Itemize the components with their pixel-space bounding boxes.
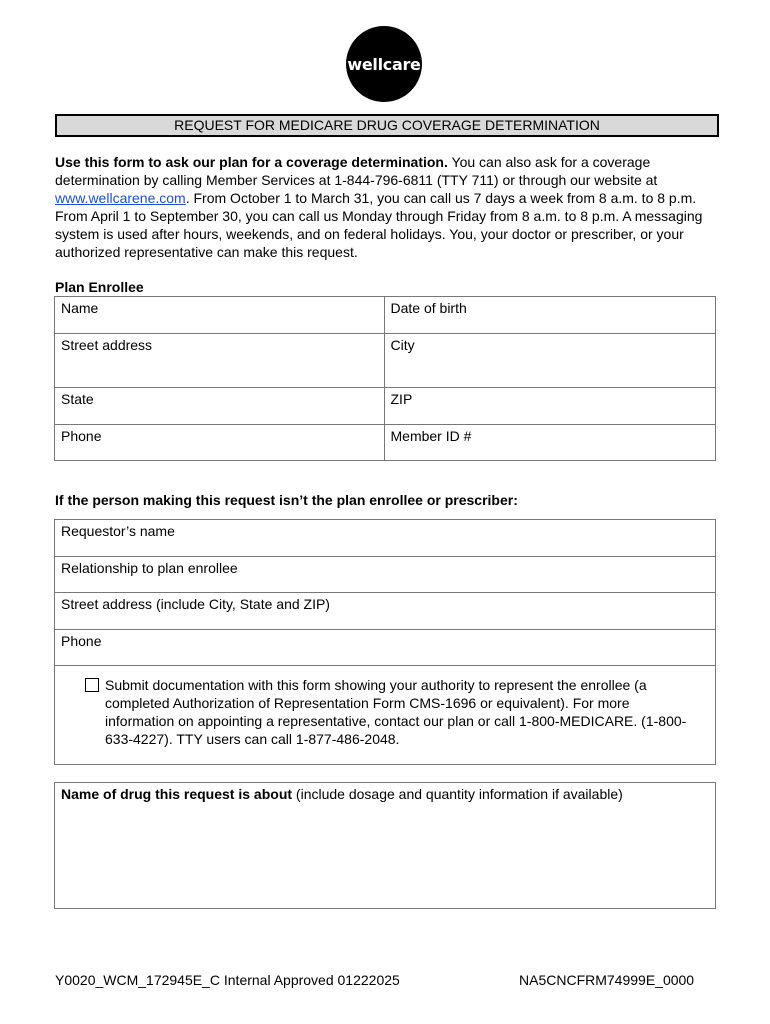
enrollee-phone-field[interactable]: Phone [55, 425, 385, 461]
form-title: REQUEST FOR MEDICARE DRUG COVERAGE DETERMINATION [55, 114, 719, 137]
enrollee-state-field[interactable]: State [55, 388, 385, 425]
intro-bold: Use this form to ask our plan for a coverage determination. [55, 154, 448, 170]
requestor-name-field[interactable]: Requestor’s name [55, 520, 716, 557]
footer-left: Y0020_WCM_172945E_C Internal Approved 01222025 [55, 972, 400, 988]
drug-label-bold: Name of drug this request is about [61, 786, 293, 802]
website-link[interactable]: www.wellcarene.com [55, 190, 186, 206]
enrollee-street-field[interactable]: Street address [55, 334, 385, 388]
drug-table [54, 782, 716, 909]
requestor-street-field[interactable]: Street address (include City, State and ZIP) [55, 593, 716, 630]
requestor-heading: If the person making this request isn’t the plan enrollee or prescriber: [55, 492, 518, 508]
requestor-phone-field[interactable]: Phone [55, 630, 716, 666]
plan-enrollee-table [54, 296, 716, 461]
wellcare-logo [346, 26, 422, 102]
footer-right: NA5CNCFRM74999E_0000 [519, 972, 695, 988]
enrollee-zip-field[interactable]: ZIP [384, 388, 716, 425]
intro-text-1: You can also ask for a coverage determination by calling Member Services at 1-844-796-6811 (TTY 711) or through our website at [55, 154, 658, 188]
plan-enrollee-heading: Plan Enrollee [55, 279, 144, 295]
requestor-relationship-field[interactable]: Relationship to plan enrollee [55, 557, 716, 593]
intro-paragraph [55, 153, 721, 261]
enrollee-city-field[interactable]: City [384, 334, 716, 388]
drug-label-rest: (include dosage and quantity information if available) [292, 786, 623, 802]
enrollee-dob-field[interactable]: Date of birth [384, 297, 716, 334]
documentation-text: Submit documentation with this form showing your authority to represent the enrollee (a completed Authorization of Representation Form CMS-1696 or equivalent). For more information on appointing a representative, contact our plan or call 1-800-MEDICARE. (1-800-633-4227). TTY users can call 1-877-486-2048. [105, 677, 687, 747]
enrollee-member-id-field[interactable]: Member ID # [384, 425, 716, 461]
documentation-row [55, 666, 716, 765]
requestor-table [54, 519, 716, 765]
enrollee-name-field[interactable]: Name [55, 297, 385, 334]
intro-text-2: . From October 1 to March 31, you can call us 7 days a week from 8 a.m. to 8 p.m. From April 1 to September 30, you can call us Monday through Friday from 8 a.m. to 8 p.m. A messaging system is used after hours, weekends, and on federal holidays. You, your doctor or prescriber, or your authorized representative can make this request. [55, 190, 703, 260]
drug-name-field[interactable] [55, 783, 716, 909]
documentation-checkbox[interactable] [85, 678, 99, 692]
logo-text: wellcare [347, 54, 421, 74]
